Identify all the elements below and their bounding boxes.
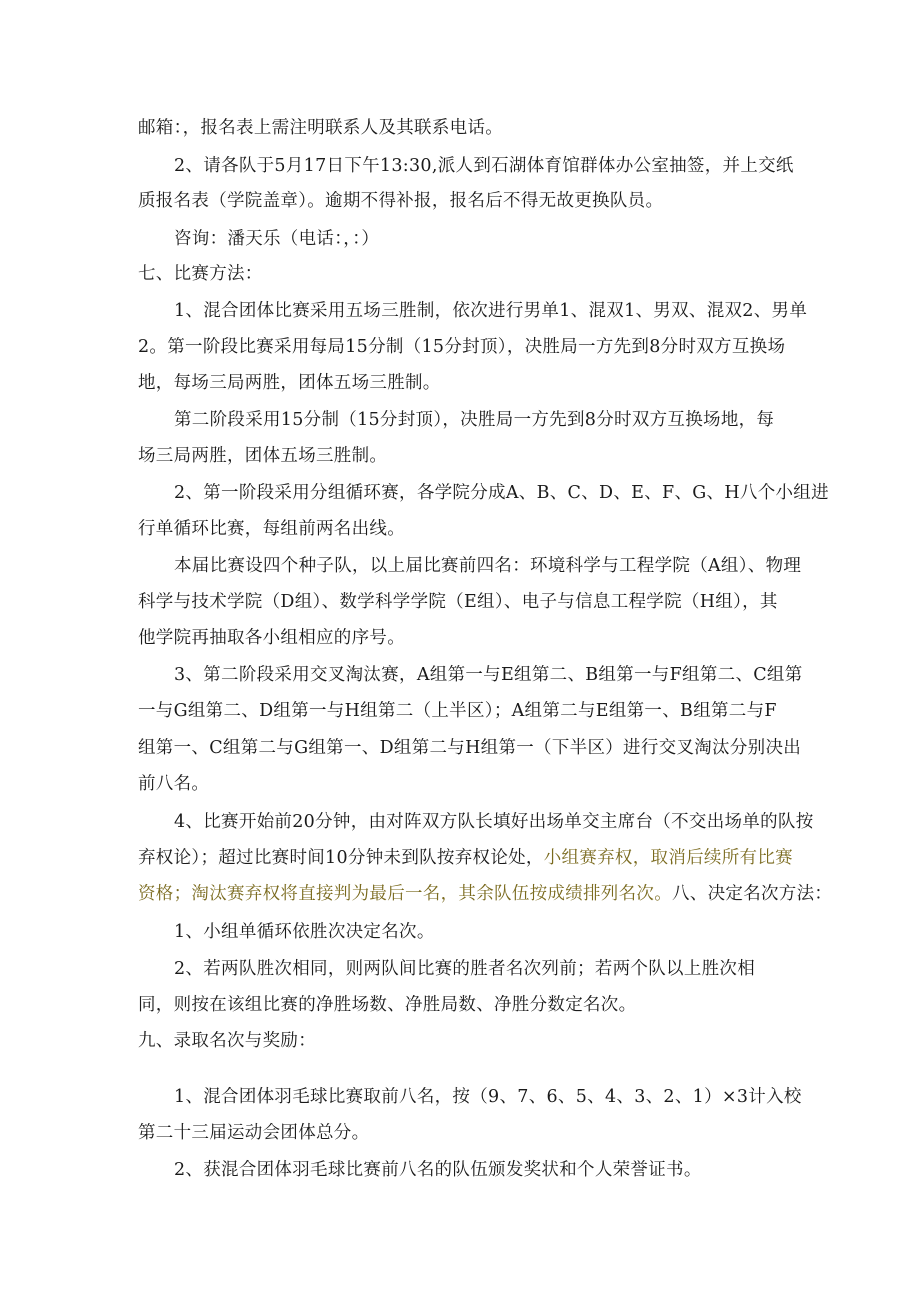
- text-segment: 本届比赛设四个种子队，以上届比赛前四名：环境科学与工程学院（A组）、物理: [174, 556, 802, 576]
- text-line: [174, 554, 801, 578]
- text-line: [138, 590, 778, 614]
- text-line: [138, 116, 503, 140]
- text-line: [138, 846, 793, 870]
- highlighted-text: 资格；淘汰赛弃权将直接判为最后一名，其余队伍按成绩排列名次。: [138, 884, 672, 904]
- highlighted-text: 小组赛弃权，取消后续所有比赛: [543, 848, 793, 868]
- text-line: [138, 882, 832, 906]
- text-line: [138, 189, 663, 213]
- text-segment: 地，每场三局两胜，团体五场三胜制。: [138, 373, 441, 393]
- text-segment: 第二阶段采用15分制（15分封顶），决胜局一方先到8分时双方互换场地，每: [174, 410, 775, 430]
- text-segment: 场三局两胜，团体五场三胜制。: [138, 446, 388, 466]
- text-line: [138, 736, 801, 760]
- text-segment: 2、获混合团体羽毛球比赛前八名的队伍颁发奖状和个人荣誉证书。: [174, 1160, 702, 1180]
- text-segment: 1、小组单循环依胜次决定名次。: [174, 922, 435, 942]
- text-line: [174, 299, 807, 323]
- text-line: [138, 371, 441, 395]
- text-line: [174, 481, 829, 505]
- text-line: [138, 699, 777, 723]
- section-heading: 八、决定名次方法：: [672, 884, 833, 904]
- text-line: [138, 626, 405, 650]
- text-segment: 2、若两队胜次相同，则两队间比赛的胜者名次列前；若两个队以上胜次相: [174, 959, 756, 979]
- text-line: [138, 335, 785, 359]
- text-segment: 咨询：潘天乐（电话：，：）: [174, 229, 380, 249]
- text-line: [174, 227, 379, 251]
- text-line: [138, 772, 209, 796]
- text-segment: 行单循环比赛，每组前两名出线。: [138, 519, 405, 539]
- text-segment: 第二十三届运动会团体总分。: [138, 1123, 370, 1143]
- text-line: [174, 1158, 702, 1182]
- text-line: [174, 920, 435, 944]
- text-segment: 4、比赛开始前20分钟，由对阵双方队长填好出场单交主席台（不交出场单的队按: [174, 812, 814, 832]
- text-segment: 他学院再抽取各小组相应的序号。: [138, 628, 405, 648]
- text-line: [138, 1121, 369, 1145]
- text-line: [174, 408, 774, 432]
- text-segment: 3、第二阶段采用交叉淘汰赛，A组第一与E组第二、B组第一与F组第二、C组第: [174, 665, 803, 685]
- text-segment: 弃权论）；超过比赛时间10分钟未到队按弃权论处，: [138, 848, 544, 868]
- text-segment: 同，则按在该组比赛的净胜场数、净胜局数、净胜分数定名次。: [138, 995, 637, 1015]
- text-segment: 九、录取名次与奖励：: [138, 1031, 316, 1051]
- text-line: [174, 663, 803, 687]
- text-line: [138, 517, 405, 541]
- text-segment: 1、混合团体比赛采用五场三胜制，依次进行男单1、混双1、男双、混双2、男单: [174, 301, 808, 321]
- text-segment: 2。第一阶段比赛采用每局15分制（15分封顶），决胜局一方先到8分时双方互换场: [138, 337, 786, 357]
- text-segment: 一与G组第二、D组第一与H组第二（上半区）；A组第二与E组第一、B组第二与F: [138, 701, 777, 721]
- text-line: [174, 1085, 802, 1109]
- text-line: [138, 993, 636, 1017]
- text-line: [138, 444, 387, 468]
- section-heading: [138, 262, 263, 286]
- section-heading: [138, 1029, 316, 1053]
- text-line: [174, 810, 814, 834]
- text-segment: 2、请各队于5月17日下午13:30,派人到石湖体育馆群体办公室抽签，并上交纸: [174, 156, 794, 176]
- text-line: [174, 957, 755, 981]
- text-segment: 科学与技术学院（D组）、数学科学学院（E组）、电子与信息工程学院（H组），其: [138, 592, 778, 612]
- text-segment: 邮箱：，报名表上需注明联系人及其联系电话。: [138, 118, 504, 138]
- text-segment: 前八名。: [138, 774, 210, 794]
- text-segment: 组第一、C组第二与G组第一、D组第二与H组第一（下半区）进行交叉淘汰分别决出: [138, 738, 802, 758]
- text-line: [174, 154, 794, 178]
- text-segment: 1、混合团体羽毛球比赛取前八名，按（9、7、6、5、4、3、2、1）×3计入校: [174, 1087, 802, 1107]
- text-segment: 质报名表（学院盖章）。逾期不得补报，报名后不得无故更换队员。: [138, 191, 664, 211]
- text-segment: 七、比赛方法：: [138, 264, 263, 284]
- text-segment: 2、第一阶段采用分组循环赛，各学院分成A、B、C、D、E、F、G、H八个小组进: [174, 483, 829, 503]
